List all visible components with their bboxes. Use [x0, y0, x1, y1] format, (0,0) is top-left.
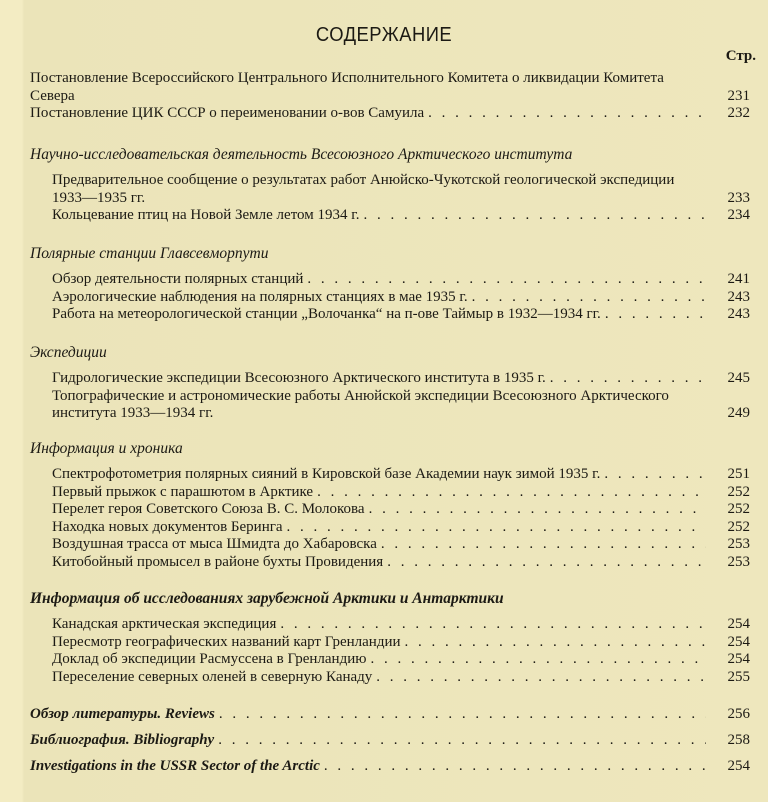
dot-leader — [307, 271, 706, 289]
entry-title: Воздушная трасса от мыса Шмидта до Хабаровска — [52, 536, 377, 553]
page-number: 234 — [727, 207, 750, 224]
entry-title: Обзор деятельности полярных станций — [52, 271, 304, 287]
entry-title: Пересмотр географических названий карт Гренландии — [52, 633, 401, 650]
dot-leader — [324, 758, 706, 776]
toc-section — [0, 146, 768, 225]
toc-entry[interactable] — [0, 271, 768, 289]
page-number: 253 — [727, 536, 750, 553]
page-number: 243 — [727, 288, 750, 305]
page-number: 258 — [727, 732, 750, 748]
toc-entry[interactable] — [0, 651, 768, 669]
toc-entry[interactable] — [0, 484, 768, 502]
closing-entry[interactable] — [0, 758, 768, 776]
toc-entry[interactable] — [0, 519, 768, 537]
entry-title: Обзор литературы. Reviews — [30, 706, 215, 722]
entry-title: Investigations in the USSR Sector of the Arctic — [30, 758, 320, 774]
dot-leader — [472, 289, 706, 307]
toc-entry[interactable] — [0, 554, 768, 572]
page-number: 252 — [727, 501, 750, 518]
entry-title: Китобойный промысел в районе бухты Провидения — [52, 553, 384, 570]
entry-title: Постановление Всероссийского Центрального Исполнительного Комитета о ликвидации Комитета Севера — [30, 70, 664, 104]
dot-leader — [428, 105, 706, 123]
page-number: 254 — [727, 616, 750, 632]
page-number: 231 — [727, 87, 750, 104]
toc-entry[interactable] — [0, 172, 768, 207]
toc-entry[interactable] — [0, 669, 768, 687]
toc-section — [0, 245, 768, 324]
section-heading: Полярные станции Главсевморпути — [30, 245, 269, 262]
entry-title: Находка новых документов Беринга — [52, 518, 283, 535]
entry-title: Кольцевание птиц на Новой Земле летом 1934 г. — [52, 207, 360, 224]
toc-entry[interactable] — [0, 306, 768, 324]
page-number: 233 — [727, 189, 750, 206]
page-column-label: Стр. — [725, 48, 756, 64]
entry-title: Топографические и астрономические работы Анюйской экспедиции Всесоюзного Арктического института 1933—1934 гг. — [52, 387, 669, 422]
section-heading: Научно-исследовательская деятельность Всесоюзного Арктического института — [30, 146, 573, 163]
dot-leader — [369, 501, 706, 519]
toc-section — [0, 440, 768, 572]
page-number: 253 — [727, 553, 750, 570]
page-number: 256 — [727, 706, 750, 722]
dot-leader — [363, 207, 706, 225]
page-number: 241 — [727, 271, 750, 287]
toc-entry[interactable] — [0, 370, 768, 388]
entry-title: Канадская арктическая экспедиция — [52, 616, 277, 632]
toc-entry[interactable] — [0, 501, 768, 519]
dot-leader — [387, 554, 706, 572]
page-number: 243 — [727, 306, 750, 323]
dot-leader — [381, 536, 706, 554]
entry-title: Переселение северных оленей в северную Канаду — [52, 668, 373, 685]
dot-leader — [550, 370, 706, 388]
page-number: 249 — [727, 405, 750, 422]
entry-title: Библиография. Bibliography — [30, 732, 215, 748]
toc-entry[interactable] — [0, 634, 768, 652]
toc-section — [0, 590, 768, 686]
page-number: 251 — [727, 466, 750, 482]
toc-entry[interactable] — [0, 70, 768, 105]
entry-title: Постановление ЦИК СССР о переименовании о-вов Самуила — [30, 105, 425, 122]
entry-title: Доклад об экспедиции Расмуссена в Гренландию — [52, 651, 367, 668]
toc-entry[interactable] — [0, 207, 768, 225]
entry-title: Гидрологические экспедиции Всесоюзного Арктического института в 1935 г. — [52, 370, 546, 386]
closing-entry[interactable] — [0, 732, 768, 750]
toc-entry[interactable] — [0, 536, 768, 554]
section-heading: Информация и хроника — [30, 440, 183, 457]
toc-entry[interactable] — [0, 466, 768, 484]
page-number: 255 — [727, 668, 750, 685]
entry-title: Работа на метеорологической станции „Волочанка“ на п-ове Таймыр в 1932—1934 гг. — [52, 306, 601, 323]
page-number: 254 — [727, 633, 750, 650]
toc-section — [0, 70, 768, 123]
toc-section — [0, 344, 768, 423]
entry-title: Предварительное сообщение о результатах работ Анюйско-Чукотской геологической экспедиции 1933—1935 гг. — [52, 172, 675, 206]
page-number: 252 — [727, 518, 750, 535]
dot-leader — [376, 669, 706, 687]
toc-entry[interactable] — [0, 616, 768, 634]
dot-leader — [317, 484, 706, 502]
dot-leader — [218, 732, 706, 750]
dot-leader — [604, 466, 706, 484]
page-number: 254 — [727, 651, 750, 668]
page-number: 254 — [727, 758, 750, 774]
dot-leader — [605, 306, 706, 324]
section-heading: Экспедиции — [30, 344, 107, 361]
toc-entry[interactable] — [0, 105, 768, 123]
dot-leader — [370, 651, 706, 669]
dot-leader — [405, 634, 706, 652]
toc-entry[interactable] — [0, 289, 768, 307]
closing-entry[interactable] — [0, 706, 768, 724]
entry-title: Аэрологические наблюдения на полярных станциях в мае 1935 г. — [52, 288, 468, 305]
entry-title: Перелет героя Советского Союза В. С. Молокова — [52, 501, 365, 518]
dot-leader — [287, 519, 706, 537]
dot-leader — [280, 616, 706, 634]
page-number: 252 — [727, 483, 750, 500]
dot-leader — [219, 706, 706, 724]
page-title: СОДЕРЖАНИЕ — [315, 24, 453, 46]
page-number: 245 — [727, 370, 750, 386]
entry-title: Первый прыжок с парашютом в Арктике — [52, 483, 314, 500]
entry-title: Спектрофотометрия полярных сияний в Кировской базе Академии наук зимой 1935 г. — [52, 466, 601, 482]
section-heading: Информация об исследованиях зарубежной Арктики и Антарктики — [30, 590, 504, 607]
toc-entry[interactable] — [0, 388, 768, 423]
page-number: 232 — [727, 105, 750, 122]
